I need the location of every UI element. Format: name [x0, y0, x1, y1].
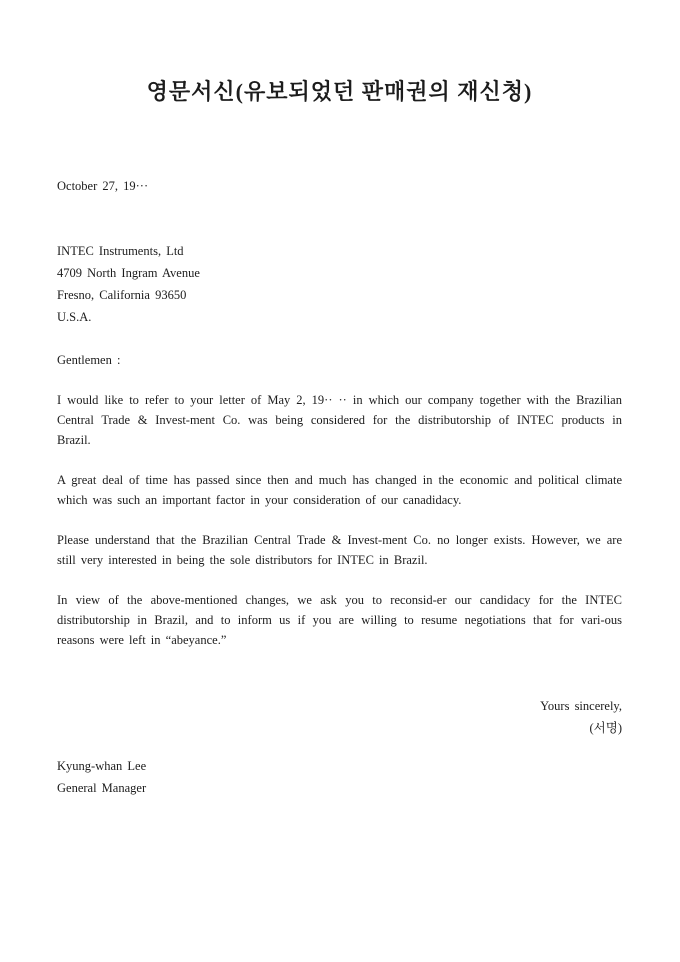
recipient-city: Fresno, California 93650	[57, 288, 187, 302]
recipient-company: INTEC Instruments, Ltd	[57, 244, 184, 258]
body-paragraph-2: A great deal of time has passed since then and much has changed in the economic and political climate which was such an important factor in your consideration of our canadidacy.	[57, 473, 622, 507]
salutation: Gentlemen :	[57, 353, 121, 367]
sender-title: General Manager	[57, 781, 147, 795]
date-line: October 27, 19···	[57, 179, 149, 193]
closing-block	[57, 695, 622, 739]
body-paragraph-1: I would like to refer to your letter of May 2, 19·· ·· in which our company together with the Brazilian Central Trade & Invest-ment Co. was being considered for the distributorship of INTEC products in Brazil.	[57, 393, 622, 447]
body-paragraph-3: Please understand that the Brazilian Central Trade & Invest-ment Co. no longer exists. However, we are still very interested in being the sole distributors for INTEC in Brazil.	[57, 533, 622, 567]
sender-name: Kyung-whan Lee	[57, 759, 147, 773]
recipient-country: U.S.A.	[57, 310, 92, 324]
recipient-address-block	[57, 240, 622, 328]
sender-block	[57, 755, 622, 799]
valediction: Yours sincerely,	[540, 699, 622, 713]
document-title: 영문서신(유보되었던 판매권의 재신청)	[146, 79, 533, 104]
recipient-street: 4709 North Ingram Avenue	[57, 266, 200, 280]
body-paragraph-4: In view of the above-mentioned changes, we ask you to reconsid-er our candidacy for the INTEC distributorship in Brazil, and to inform us if you are willing to resume negotiations that for vari-ous reasons were left in “abeyance.”	[57, 593, 622, 647]
signature-placeholder: (서명)	[589, 721, 622, 735]
